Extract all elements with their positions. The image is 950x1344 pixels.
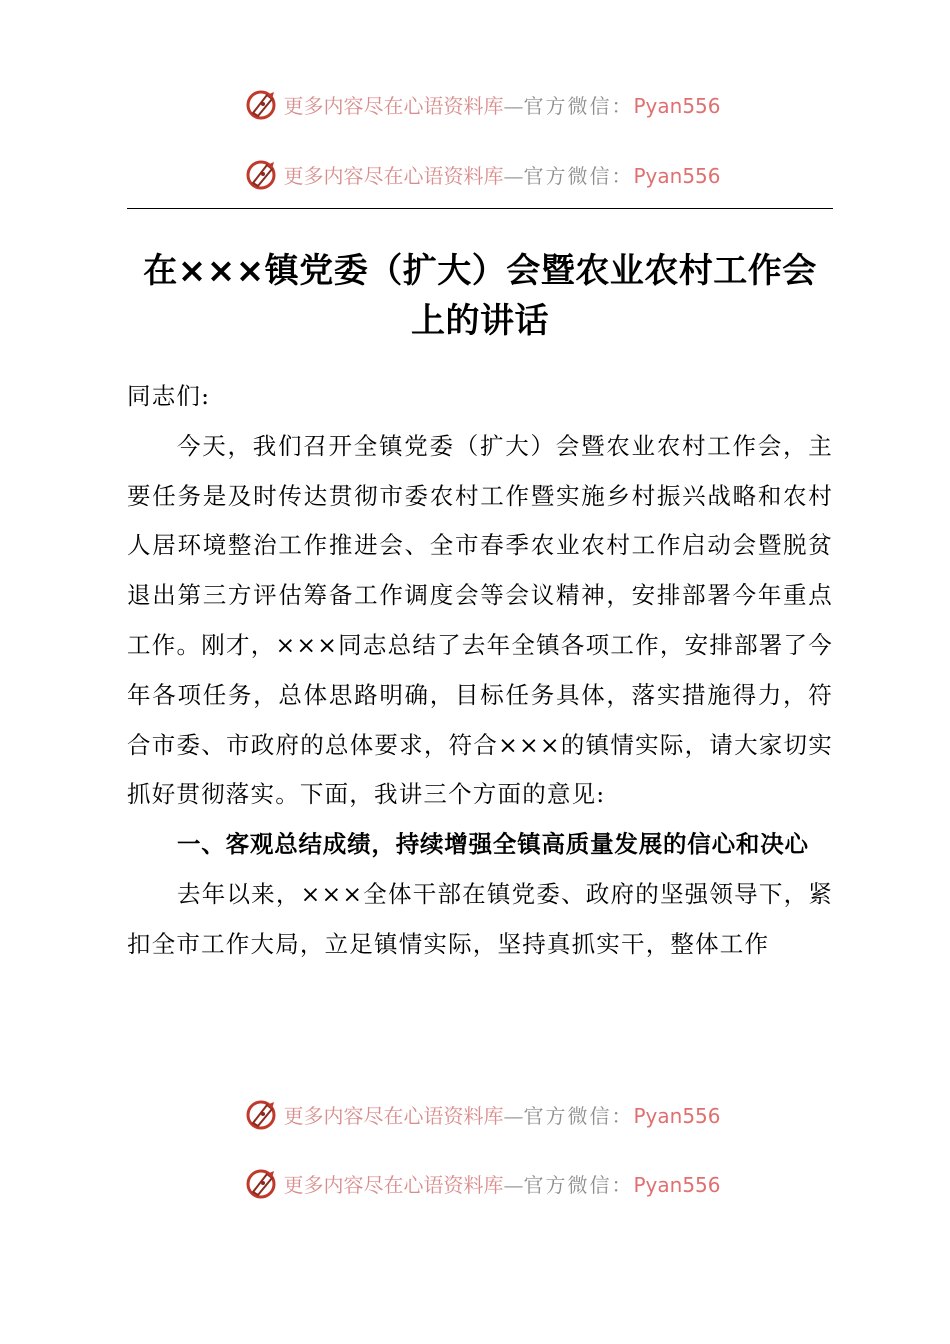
- watermark-text: 更多内容尽在心语资料库—官方微信：Pyan556: [283, 93, 721, 118]
- watermark-banner: [0, 154, 950, 194]
- header-divider: [127, 208, 833, 209]
- pen-nib-logo-icon: [243, 86, 279, 122]
- pen-nib-logo-icon: [243, 1096, 279, 1132]
- watermark-banner: [0, 1163, 950, 1203]
- watermark-banner: [0, 1094, 950, 1134]
- watermark-text: 更多内容尽在心语资料库—官方微信：Pyan556: [283, 163, 721, 188]
- document-title: 在×××镇党委（扩大）会暨农业农村工作会上的讲话: [143, 251, 817, 341]
- body-paragraph: 去年以来，×××全体干部在镇党委、政府的坚强领导下，紧扣全市工作大局，立足镇情实际，坚持真抓实干，整体工作: [127, 879, 833, 958]
- section-heading: 一、客观总结成绩，持续增强全镇高质量发展的信心和决心: [177, 830, 809, 859]
- watermark-text: 更多内容尽在心语资料库—官方微信：Pyan556: [283, 1172, 721, 1197]
- pen-nib-logo-icon: [243, 156, 279, 192]
- watermark-text: 更多内容尽在心语资料库—官方微信：Pyan556: [283, 1103, 721, 1128]
- body-paragraph: 今天，我们召开全镇党委（扩大）会暨农业农村工作会，主要任务是及时传达贯彻市委农村工作暨实施乡村振兴战略和农村人居环境整治工作推进会、全市春季农业农村工作启动会暨脱贫退出第三方评估筹备工作调度会等会议精神，安排部署今年重点工作。刚才，×××同志总结了去年全镇各项工作，安排部署了今年各项任务，总体思路明确，目标任务具体，落实措施得力，符合市委、市政府的总体要求，符合×××的镇情实际，请大家切实抓好贯彻落实。下面，我讲三个方面的意见:: [127, 431, 833, 809]
- document-body: [127, 372, 833, 970]
- pen-nib-logo-icon: [243, 1165, 279, 1201]
- watermark-banner: [0, 84, 950, 124]
- salutation: 同志们:: [127, 382, 211, 410]
